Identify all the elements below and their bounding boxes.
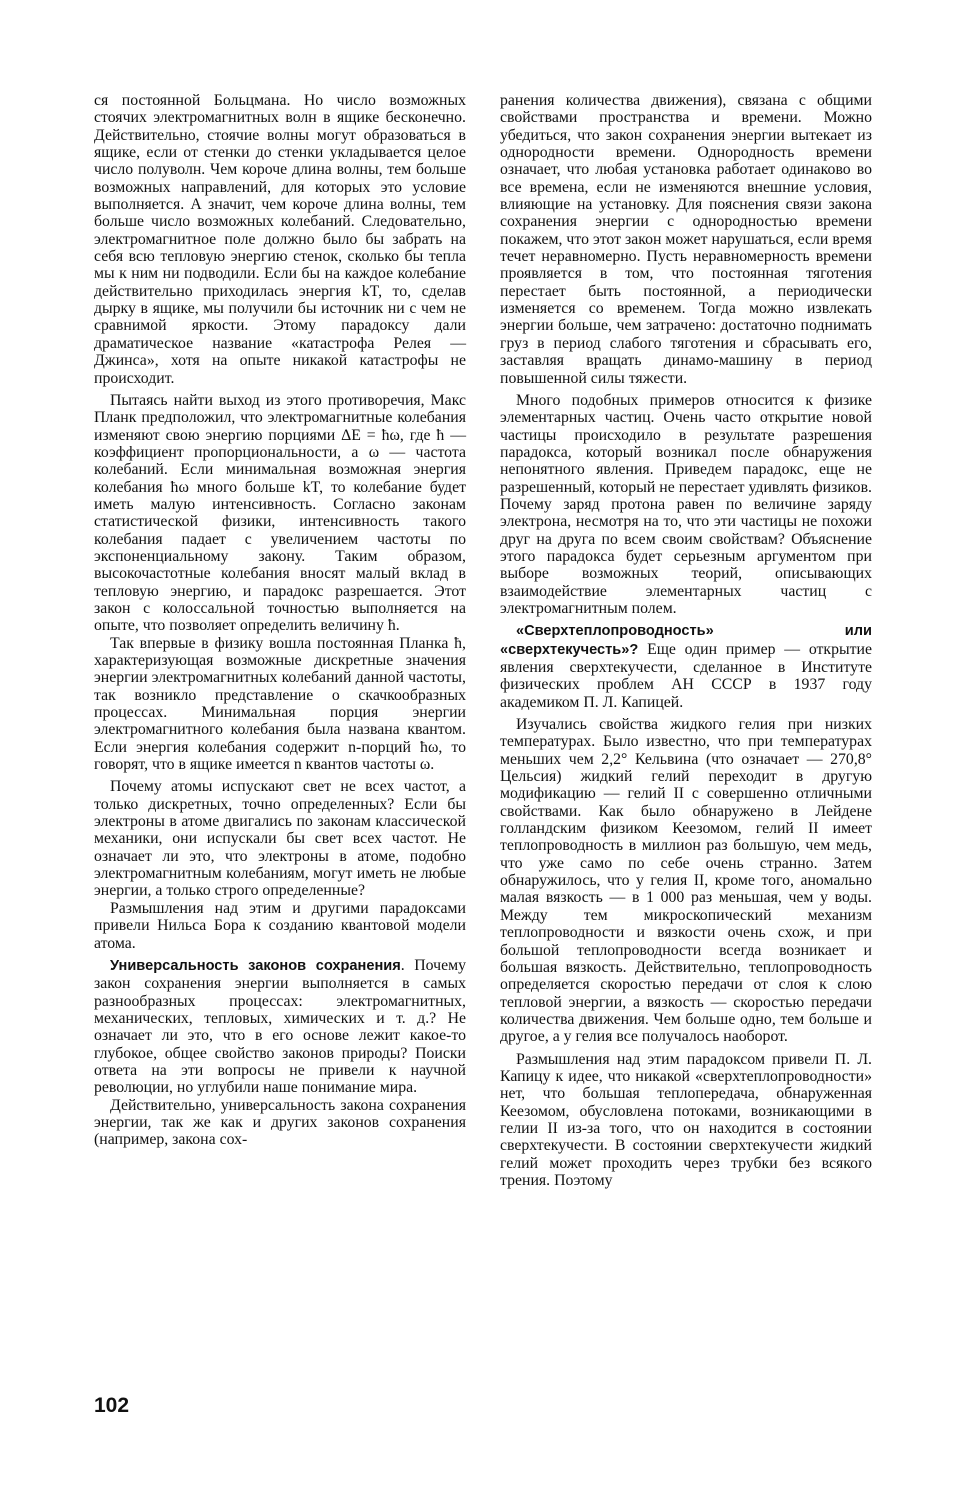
paragraph-text: . Почему закон сохранения энергии выполняется в самых разнообразных процессах: электромагнитных, механических, тепловых, химических и т. д.? Не означает ли это, что в его основе лежит какое-то глубокое, общее свойство законов природы? Поиски ответа на эти вопросы не привели к научной революции, но углубили наше понимание мира. — [94, 956, 466, 1097]
paragraph-text: Еще один пример — открытие явления сверхтекучести, сделанное в Институте физических проблем АН СССР в 1937 году академиком П. Л. Капицей. — [500, 640, 872, 711]
section-paragraph — [94, 957, 466, 1097]
left-column — [94, 92, 466, 1149]
paragraph: Размышления над этим парадоксом привели П. Л. Капицу к идее, что никакой «сверхтеплопроводности» нет, что большая теплопередача, обнаруженная Кеезомом, обусловлена потоками, возникающими в гелии II из-за того, что он находится в состоянии сверхтекучести. В состоянии сверхтекучести жидкий гелий может проходить через трубки без всякого трения. Поэтому — [500, 1050, 872, 1189]
paragraph: Пытаясь найти выход из этого противоречия, Макс Планк предположил, что электромагнитные колебания изменяют свою энергию порциями ΔE = ħω, где ħ — коэффициент пропорциональности, а ω — частота колебаний. Если минимальная возможная энергия колебания ħω много больше kT, то колебание будет иметь малую интенсивность. Согласно законам статистической физики, интенсивность такого колебания падает с увеличением частоты по экспоненциальному закону. Таким образом, высокочастотные колебания вносят малый вклад в тепловую энергию, и парадокс разрешается. Этот закон с колоссальной точностью выполняется на опыте, что позволяет определить величину ħ. — [94, 391, 466, 635]
page-number: 102 — [94, 1394, 130, 1417]
paragraph: Так впервые в физику вошла постоянная Планка ħ, характеризующая возможные дискретные значения энергии электромагнитных колебаний данной частоты, так возникло представление о скачкообразных процессах. Минимальная порция энергии электромагнитного колебания была названа квантом. Если энергия колебания содержит n-порций ħω, то говорят, что в ящике имеется n квантов частоты ω. — [94, 634, 466, 774]
paragraph: Действительно, универсальность закона сохранения энергии, так же как и других законов сохранения (например, закона сох- — [94, 1096, 466, 1149]
section-heading: Универсальность законов сохранения — [110, 957, 401, 974]
section-paragraph — [500, 622, 872, 711]
paragraph: Размышления над этим и другими парадоксами привели Нильса Бора к созданию квантовой модели атома. — [94, 899, 466, 952]
paragraph: Изучались свойства жидкого гелия при низких температурах. Было известно, что при температурах меньших чем 2,2° Кельвина (что означает — 270,8° Цельсия) жидкий гелий переходит в другую модификацию — гелий II с совершенно отличными свойствами. Как было обнаружено в Лейдене голландским физиком Кеезомом, гелий II имеет теплопроводность в миллион раз большую, чем медь, что уже само по себе очень странно. Затем обнаружилось, что у гелия II, кроме того, аномально малая вязкость — в 1 000 раз меньшая, чем у воды. Между тем микроскопический механизм теплопроводности и вязкости очень схож, и при большой теплопроводности всегда возникает и большая вязкость. Действительно, теплопроводность определяется скоростью передачи от слоя к слою тепловой энергии, а вязкость — скоростью передачи количества движения. Чем больше одно, тем больше и другое, а у гелия все получалось наоборот. — [500, 716, 872, 1046]
paragraph: Почему атомы испускают свет не всех частот, а только дискретных, точно определенных? Если бы электроны в атоме двигались по законам классической механики, они испускали бы свет всех частот. Не означает ли это, что электроны в атоме, подобно электромагнитным колебаниям, могут иметь не любые энергии, а только строго определенные? — [94, 778, 466, 900]
section-heading: «Сверхтеплопроводность» или «сверхтекучесть»? — [500, 623, 872, 658]
paragraph: Много подобных примеров относится к физике элементарных частиц. Очень часто открытие новой частицы происходило в результате разрешения парадокса, который возникал после обнаружения непонятного явления. Приведем парадокс, еще не разрешенный, который не перестает удивлять физиков. Почему заряд протона равен по величине заряду электрона, несмотря на то, что эти частицы не похожи друг на друга по всем своим свойствам? Объяснение этого парадокса будет серьезным аргументом при выборе возможных теорий, описывающих взаимодействие элементарных частиц с электромагнитным полем. — [500, 391, 872, 617]
paragraph: ся постоянной Больцмана. Но число возможных стоячих электромагнитных волн в ящике бесконечно. Действительно, стоячие волны могут образоваться в ящике, если от стенки до стенки укладывается целое число полуволн. Чем короче длина волны, тем больше возможных направлений, для которых это условие выполняется. А значит, чем короче длина волны, тем больше число возможных колебаний. Следовательно, электромагнитное поле должно было бы забрать на себя всю тепловую энергию стенок, сколько бы тепла мы к ним ни подводили. Если бы на каждое колебание действительно приходилась энергия kT, то, сделав дырку в ящике, мы получили бы источник ни с чем не сравнимой яркости. Этому парадоксу дали драматическое название «катастрофа Релея — Джинса», хотя на опыте никакой катастрофы не происходит. — [94, 92, 466, 387]
right-column — [500, 92, 872, 1189]
paragraph: ранения количества движения), связана с общими свойствами пространства и времени. Можно убедиться, что закон сохранения энергии вытекает из однородности времени. Однородность времени означает, что любая установка работает одинаково во все времена, если не изменяются внешние условия, влияющие на установку. Для пояснения связи закона сохранения энергии с однородностью времени покажем, что этот закон может нарушаться, если время течет неравномерно. Пусть неравномерность времени проявляется в том, что постоянная тяготения перестает быть постоянной, а периодически изменяется со временем. Тогда можно извлекать энергии больше, чем затрачено: достаточно поднимать груз в период слабого тяготения и сбрасывать его, заставляя вращать динамо-машину в период повышенной силы тяжести. — [500, 92, 872, 387]
